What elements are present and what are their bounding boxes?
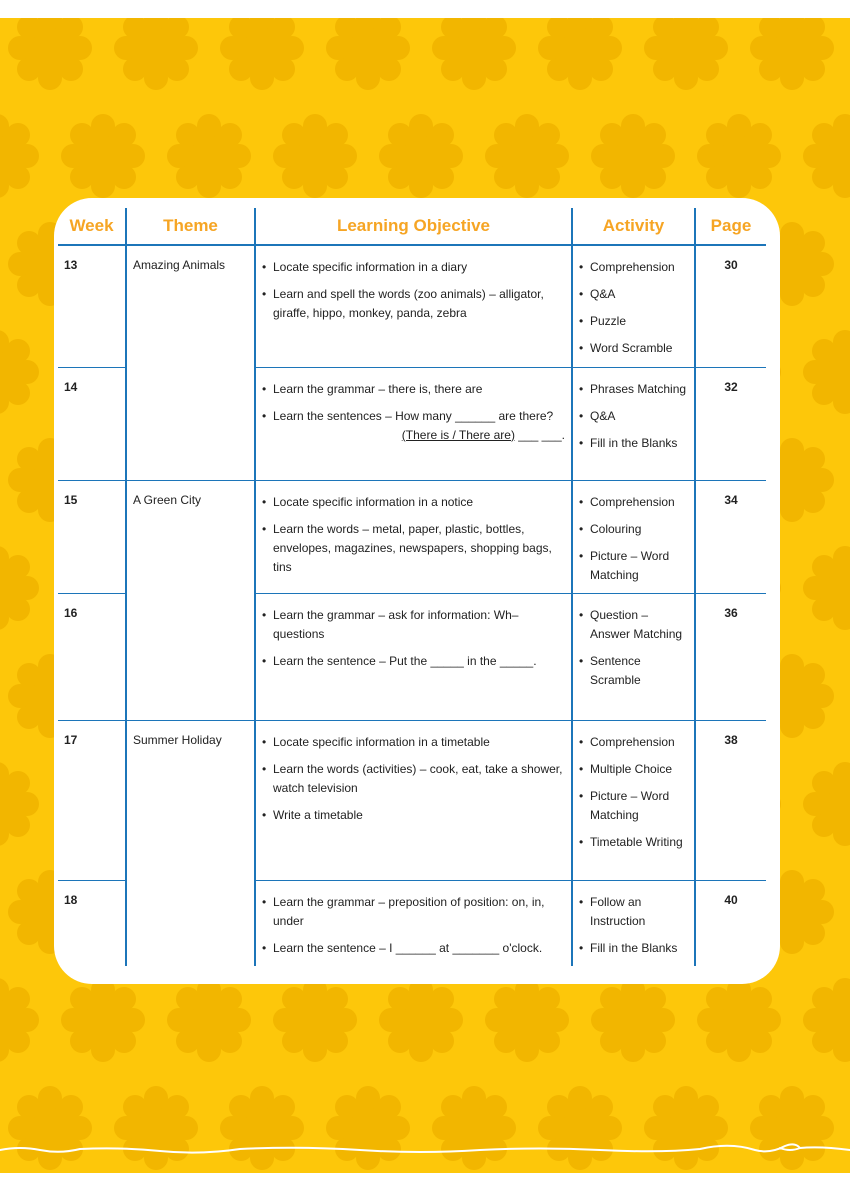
header-activity: Activity <box>572 208 695 245</box>
flower-decoration <box>803 330 850 414</box>
theme-cell: Summer Holiday <box>126 720 255 880</box>
activity-item: • Q&A <box>579 285 688 304</box>
chalk-line <box>0 1128 850 1168</box>
activity-item: • Question – Answer Matching <box>579 606 688 644</box>
objective-item: • Learn the grammar – ask for information: Wh– questions <box>262 606 565 644</box>
page-number: 40 <box>695 880 766 966</box>
flower-decoration <box>538 18 622 90</box>
activity-item: • Comprehension <box>579 733 688 752</box>
objective-cell <box>255 367 572 480</box>
table-row <box>58 480 766 593</box>
flower-decoration <box>61 978 145 1062</box>
flower-decoration <box>0 978 39 1062</box>
page-number: 36 <box>695 593 766 720</box>
flower-decoration <box>803 546 850 630</box>
answer-blanks: ___ ___. <box>514 427 565 442</box>
activity-item: • Comprehension <box>579 493 688 512</box>
objective-item: • Locate specific information in a diary <box>262 258 565 277</box>
flower-decoration <box>803 762 850 846</box>
flower-decoration <box>697 978 781 1062</box>
theme-cell: A Green City <box>126 480 255 593</box>
activity-item: • Q&A <box>579 407 688 426</box>
flower-decoration <box>273 114 357 198</box>
flower-decoration <box>697 114 781 198</box>
flower-decoration <box>379 978 463 1062</box>
flower-decoration <box>485 114 569 198</box>
objective-item: • Locate specific information in a timetable <box>262 733 565 752</box>
activity-item: • Picture – Word Matching <box>579 787 688 825</box>
flower-decoration <box>8 18 92 90</box>
table-row <box>58 367 766 480</box>
flower-decoration <box>644 18 728 90</box>
header-theme: Theme <box>126 208 255 245</box>
activity-item: • Phrases Matching <box>579 380 688 399</box>
activity-item: • Colouring <box>579 520 688 539</box>
objective-item: • Learn and spell the words (zoo animals) – alligator, giraffe, hippo, monkey, panda, zebra <box>262 285 565 323</box>
lesson-plan-card <box>54 198 780 984</box>
week-number: 14 <box>58 367 126 480</box>
activity-cell <box>572 880 695 966</box>
theme-cell: Amazing Animals <box>126 245 255 367</box>
theme-cell <box>126 367 255 480</box>
flower-decoration <box>0 330 39 414</box>
objective-cell <box>255 480 572 593</box>
activity-cell <box>572 480 695 593</box>
flower-decoration <box>591 114 675 198</box>
header-learning-objective: Learning Objective <box>255 208 572 245</box>
objective-continuation <box>273 426 565 445</box>
header-row <box>58 208 766 245</box>
objective-item: • Learn the grammar – preposition of position: on, in, under <box>262 893 565 931</box>
activity-item: • Sentence Scramble <box>579 652 688 690</box>
objective-item: • Learn the grammar – there is, there are <box>262 380 565 399</box>
flower-decoration <box>432 18 516 90</box>
activity-cell <box>572 245 695 367</box>
activity-cell <box>572 593 695 720</box>
flower-decoration <box>750 18 834 90</box>
table-row <box>58 593 766 720</box>
activity-cell <box>572 367 695 480</box>
objective-item: • Learn the sentence – Put the _____ in the _____. <box>262 652 565 671</box>
flower-decoration <box>485 978 569 1062</box>
week-number: 16 <box>58 593 126 720</box>
activity-item: • Fill in the Blanks <box>579 434 688 453</box>
activity-item: • Fill in the Blanks <box>579 939 688 958</box>
flower-decoration <box>803 978 850 1062</box>
flower-decoration <box>61 114 145 198</box>
objective-item <box>262 407 565 445</box>
lesson-plan-table <box>58 208 766 966</box>
activity-item: • Word Scramble <box>579 339 688 358</box>
page-number: 30 <box>695 245 766 367</box>
flower-decoration <box>220 18 304 90</box>
objective-item: • Locate specific information in a notice <box>262 493 565 512</box>
flower-decoration <box>167 978 251 1062</box>
page-number: 38 <box>695 720 766 880</box>
activity-item: • Picture – Word Matching <box>579 547 688 585</box>
header-page: Page <box>695 208 766 245</box>
activity-item: • Puzzle <box>579 312 688 331</box>
flower-decoration <box>167 114 251 198</box>
flower-decoration <box>0 546 39 630</box>
flower-decoration <box>379 114 463 198</box>
week-number: 13 <box>58 245 126 367</box>
table-row <box>58 880 766 966</box>
answer-options: (There is / There are) <box>401 427 515 442</box>
table-row <box>58 720 766 880</box>
objective-item: • Learn the words (activities) – cook, eat, take a shower, watch television <box>262 760 565 798</box>
objective-cell <box>255 245 572 367</box>
theme-cell <box>126 593 255 720</box>
activity-item: • Comprehension <box>579 258 688 277</box>
flower-decoration <box>803 114 850 198</box>
flower-decoration <box>591 978 675 1062</box>
header-week: Week <box>58 208 126 245</box>
activity-item: • Follow an Instruction <box>579 893 688 931</box>
objective-item: • Learn the sentence – I ______ at _______ o'clock. <box>262 939 565 958</box>
activity-item: • Timetable Writing <box>579 833 688 852</box>
page-number: 32 <box>695 367 766 480</box>
flower-decoration <box>114 18 198 90</box>
week-number: 18 <box>64 892 78 907</box>
flower-decoration <box>326 18 410 90</box>
objective-cell <box>255 720 572 880</box>
objective-cell <box>255 593 572 720</box>
objective-text: Learn the sentences – How many ______ are there? <box>273 408 554 423</box>
page-number: 34 <box>695 480 766 593</box>
flower-decoration <box>0 762 39 846</box>
objective-item: • Learn the words – metal, paper, plastic, bottles, envelopes, magazines, newspapers, shopping bags, tins <box>262 520 565 577</box>
table-row <box>58 245 766 367</box>
theme-cell <box>126 880 255 966</box>
flower-decoration <box>0 114 39 198</box>
objective-item: • Write a timetable <box>262 806 565 825</box>
week-number: 17 <box>58 720 126 880</box>
activity-item: • Multiple Choice <box>579 760 688 779</box>
activity-cell <box>572 720 695 880</box>
objective-cell <box>255 880 572 966</box>
flower-decoration <box>273 978 357 1062</box>
week-number: 15 <box>58 480 126 593</box>
